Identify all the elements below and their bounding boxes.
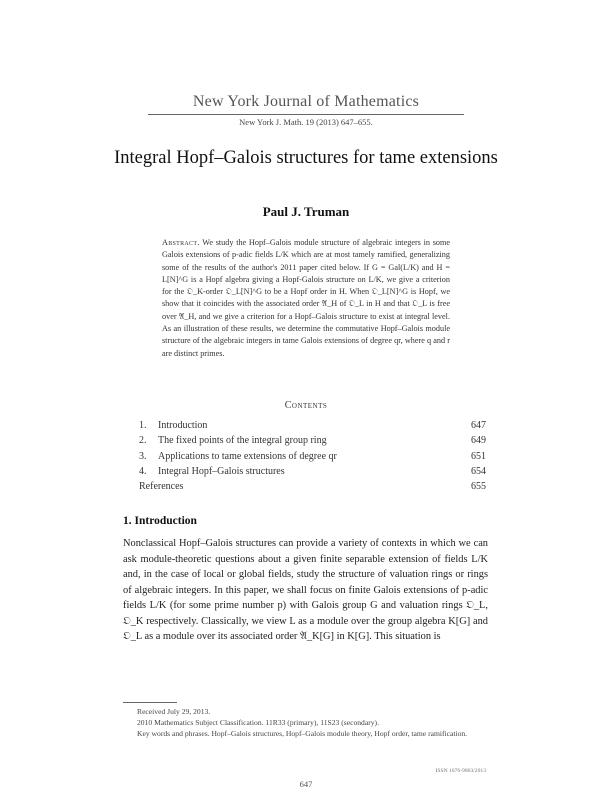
- paper-title: Integral Hopf–Galois structures for tame extensions: [114, 148, 498, 168]
- toc-entry-number: 2.: [139, 435, 147, 447]
- author-name: Paul J. Truman: [262, 204, 350, 219]
- page-number: 647: [299, 779, 313, 789]
- toc-entry[interactable]: [139, 418, 486, 433]
- toc-entry-page: 649: [471, 435, 486, 447]
- issn: ISSN 1076-9803/2013: [435, 768, 486, 774]
- journal-name: New York Journal of Mathematics: [192, 93, 420, 110]
- toc-entry-page: 647: [471, 420, 486, 431]
- toc-entry-page: 655: [471, 481, 486, 493]
- table-of-contents: [139, 418, 486, 494]
- toc-entry[interactable]: [139, 479, 486, 494]
- toc-entry-page: 651: [471, 450, 486, 462]
- footnote-classification: 2010 Mathematics Subject Classification. 11R33 (primary), 11S23 (secondary).: [137, 718, 379, 728]
- abstract-label: Abstract.: [162, 238, 200, 247]
- footnote-keywords: Key words and phrases. Hopf–Galois structures, Hopf–Galois module theory, Hopf order, tame ramification.: [137, 729, 468, 739]
- toc-entry[interactable]: [139, 433, 486, 448]
- header-rule: [148, 114, 464, 115]
- toc-entry-title: References: [139, 481, 184, 493]
- toc-entry-title: Applications to tame extensions of degree qr: [158, 450, 337, 462]
- footnote-rule: [123, 702, 177, 703]
- toc-entry-number: 1.: [139, 420, 147, 431]
- toc-entry-number: 4.: [139, 465, 147, 477]
- contents-heading: Contents: [284, 400, 328, 411]
- footnote-received: Received July 29, 2013.: [137, 707, 211, 716]
- abstract: [162, 237, 450, 360]
- toc-entry[interactable]: [139, 449, 486, 464]
- section-heading: 1. Introduction: [123, 515, 197, 527]
- toc-entry[interactable]: [139, 464, 486, 479]
- body-paragraph: Nonclassical Hopf–Galois structures can provide a variety of contexts in which we can ask module-theoretic questions about a given finite separable extension of fields L/K and, in the case of local or global fields, study the structure of valuation rings or rings of algebraic integers. In this paper, we shall focus on finite Galois extensions of p-adic fields L/K (for some prime number p) with Galois group G and valuation rings 𝔒_L, 𝔒_K respectively. Classically, we view L as a module over the group algebra K[G] and 𝔒_L as a module over its associated order 𝔄_K[G] in K[G]. This situation is: [123, 538, 488, 642]
- toc-entry-number: 3.: [139, 450, 147, 462]
- toc-entry-title: Introduction: [158, 420, 208, 431]
- toc-entry-page: 654: [471, 465, 486, 477]
- journal-citation: New York J. Math. 19 (2013) 647–655.: [239, 117, 373, 127]
- toc-entry-title: Integral Hopf–Galois structures: [158, 465, 285, 477]
- footnotes: [123, 706, 488, 740]
- toc-entry-title: The fixed points of the integral group ring: [158, 435, 327, 447]
- abstract-text: We study the Hopf–Galois module structure of algebraic integers in some Galois extensions of p-adic fields L/K which are at most tamely ramified, generalizing some of the results of the author's 2011 paper cited below. If G = Gal(L/K) and H = L[N]^G is a Hopf algebra giving a Hopf-Galois structure on L/K, we give a criterion for the 𝔒_K-order 𝔒_L[N]^G to be a Hopf order in H. When 𝔒_L[N]^G is Hopf, we show that it coincides with the associated order 𝔄_H of 𝔒_L in H and that 𝔒_L is free over 𝔄_H, and we give a criterion for a Hopf–Galois structure to exist at integral level. As an illustration of these results, we determine the commutative Hopf–Galois module structure of the algebraic integers in tame Galois extensions of degree qr, where q and r are distinct primes.: [162, 238, 450, 358]
